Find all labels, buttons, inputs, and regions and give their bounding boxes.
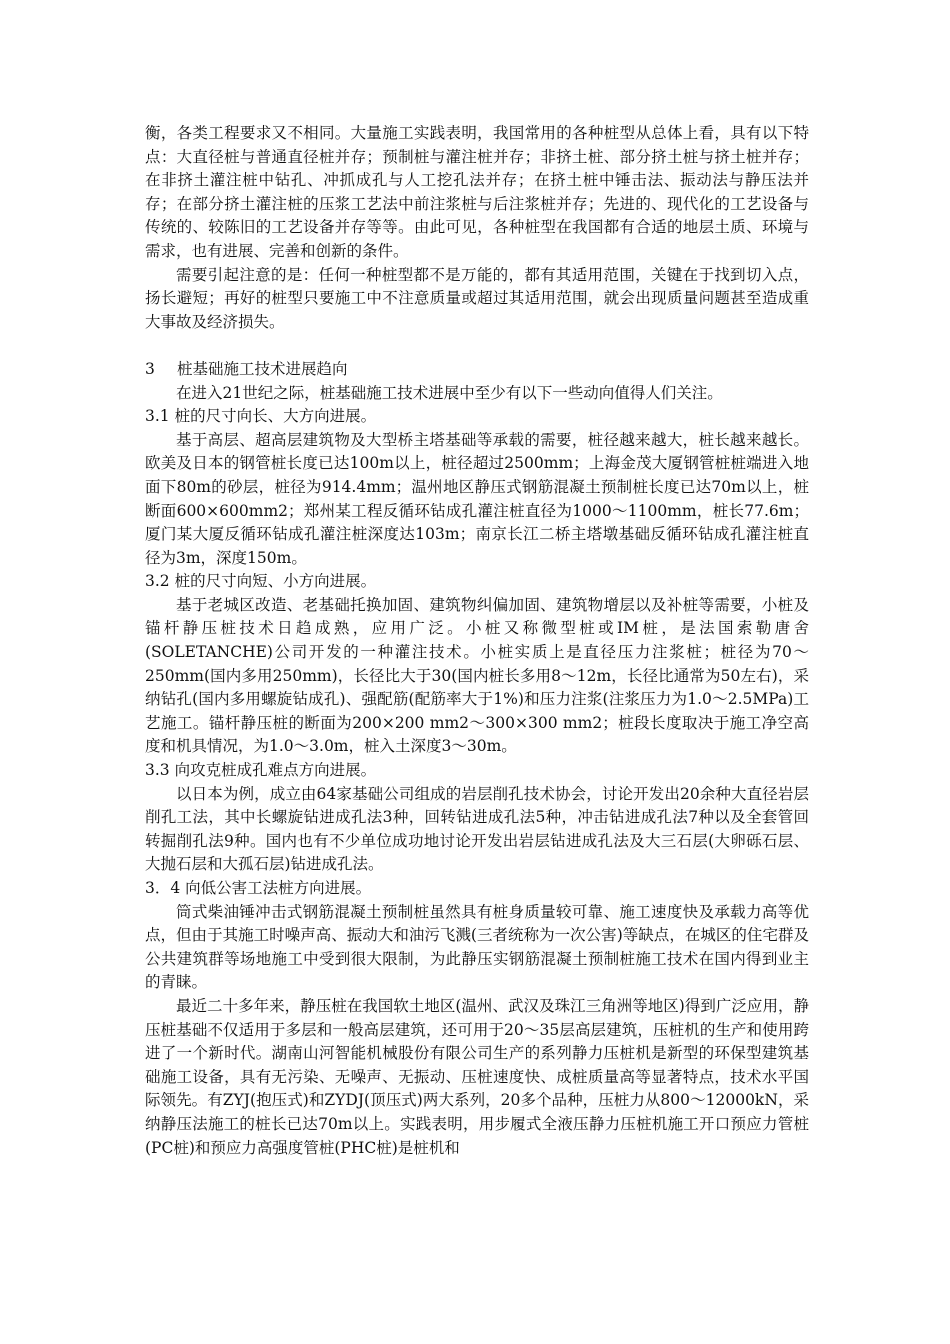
paragraph-low-pollution: 筒式柴油锤冲击式钢筋混凝土预制桩虽然具有桩身质量较可靠、施工速度快及承载力高等优点，但由于其施工时噪声高、振动大和油污飞溅(三者统称为一次公害)等缺点，在城区的住宅群及公共建筑群等场地施工中受到很大限制，为此静压实钢筋混凝土预制桩施工技术在国内得到业主的青睐。 <box>145 902 809 992</box>
document-page <box>145 122 809 1160</box>
paragraph-long-piles: 基于高层、超高层建筑物及大型桥主塔基础等承载的需要，桩径越来越大，桩长越来越长。欧美及日本的钢管桩长度已达100m以上，桩径超过2500mm；上海金茂大厦钢管桩桩端进入地面下80m的砂层，桩径为914.4mm；温州地区静压式钢筋混凝土预制桩长度已达70m以上，桩断面600×600mm2；郑州某工程反循环钻成孔灌注桩直径为1000～1100mm，桩长77.6m；厦门某大厦反循环钻成孔灌注桩深度达103m；南京长江二桥主塔墩基础反循环钻成孔灌注桩直径为3m，深度150m。 <box>145 430 809 567</box>
subsection-3-1-heading: 3.1 桩的尺寸向长、大方向进展。 <box>145 407 377 426</box>
paragraph-continuation: 衡，各类工程要求又不相同。大量施工实践表明，我国常用的各种桩型从总体上看，具有以下特点：大直径桩与普通直径桩并存；预制桩与灌注桩并存；非挤土桩、部分挤土桩与挤土桩并存；在非挤土灌注桩中钻孔、冲抓成孔与人工挖孔法并存；在挤土桩中锤击法、振动法与静压法并存；在部分挤土灌注桩的压浆工艺法中前注浆桩与后注浆桩并存；先进的、现代化的工艺设备与传统的、较陈旧的工艺设备并存等等。由此可见，各种桩型在我国都有合适的地层土质、环境与需求，也有进展、完善和创新的条件。 <box>145 124 809 260</box>
subsection-3-2-heading: 3.2 桩的尺寸向短、小方向进展。 <box>145 572 377 591</box>
section-3-title: 桩基础施工技术进展趋向 <box>177 359 348 378</box>
subsection-3-3-heading: 3.3 向攻克桩成孔难点方向进展。 <box>145 761 377 780</box>
paragraph-rock-drilling: 以日本为例，成立由64家基础公司组成的岩层削孔技术协会，讨论开发出20余种大直径岩层削孔工法，其中长螺旋钻进成孔法3种，回转钻进成孔法5种，冲击钻进成孔法7种以及全套管回转掘削孔法9种。国内也有不少单位成功地讨论开发出岩层钻进成孔法及大三石层(大卵砾石层、大抛石层和大孤石层)钻进成孔法。 <box>145 784 809 874</box>
section-3-heading <box>145 358 809 382</box>
paragraph-caution: 需要引起注意的是：任何一种桩型都不是万能的，都有其适用范围，关键在于找到切入点，扬长避短；再好的桩型只要施工中不注意质量或超过其适用范围，就会出现质量问题甚至造成重大事故及经济损失。 <box>145 265 809 331</box>
section-3-number: 3 <box>145 359 155 378</box>
paragraph-small-piles: 基于老城区改造、老基础托换加固、建筑物纠偏加固、建筑物增层以及补桩等需要，小桩及锚杆静压桩技术日趋成熟，应用广泛。小桩又称微型桩或IM桩，是法国索勒唐舍(SOLETANCHE)公司开发的一种灌注技术。小桩实质上是直径压力注浆桩；桩径为70～250mm(国内多用250mm)，长径比大于30(国内桩长多用8～12m，长径比通常为50左右)，采纳钻孔(国内多用螺旋钻成孔)、强配筋(配筋率大于1%)和压力注浆(注浆压力为1.0～2.5MPa)工艺施工。锚杆静压桩的断面为200×200 mm2～300×300 mm2；桩段长度取决于施工净空高度和机具情况，为1.0～3.0m，桩入土深度3～30m。 <box>145 595 809 756</box>
subsection-3-4-heading: 3．4 向低公害工法桩方向进展。 <box>145 879 372 897</box>
paragraph-static-pressure: 最近二十多年来，静压桩在我国软土地区(温州、武汉及珠江三角洲等地区)得到广泛应用，静压桩基础不仅适用于多层和一般高层建筑，还可用于20～35层高层建筑，压桩机的生产和使用跨进了一个新时代。湖南山河智能机械股份有限公司生产的系列静力压桩机是新型的环保型建筑基础施工设备，具有无污染、无噪声、无振动、压桩速度快、成桩质量高等显著特点，技术水平国际领先。有ZYJ(抱压式)和ZYDJ(顶压式)两大系列，20多个品种，压桩力从800～12000kN，采纳静压法施工的桩长已达70m以上。实践表明，用步履式全液压静力压桩机施工开口预应力管桩(PC桩)和预应力高强度管桩(PHC桩)是桩机和 <box>145 996 809 1157</box>
paragraph-intro: 在进入21世纪之际，桩基础施工技术进展中至少有以下一些动向值得人们关注。 <box>176 383 723 402</box>
